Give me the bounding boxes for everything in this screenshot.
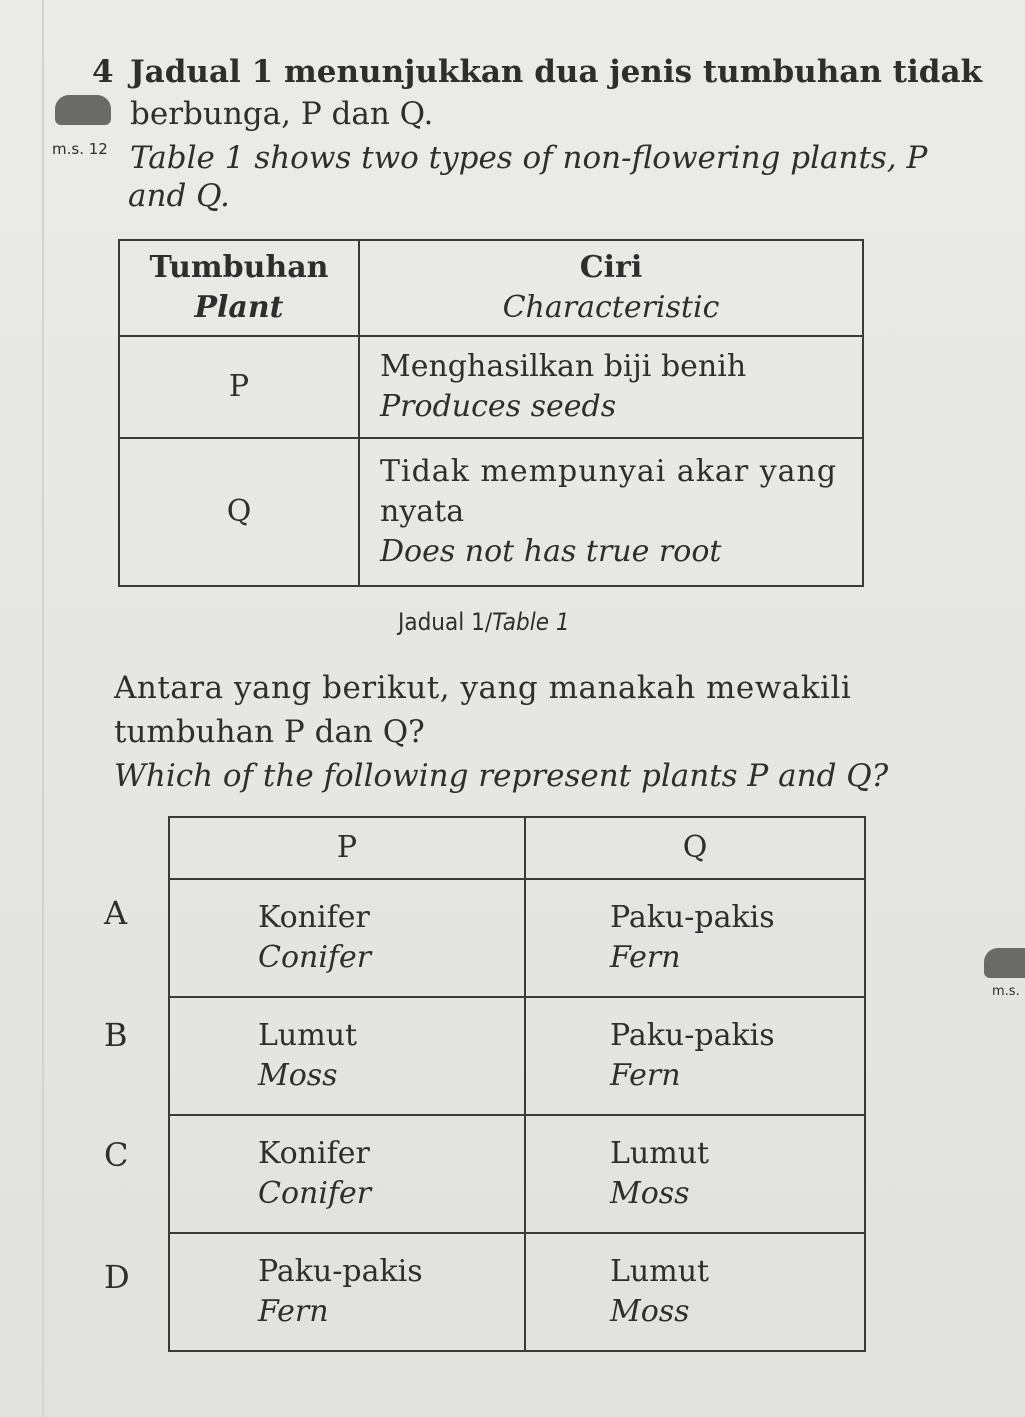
characteristic-header-cell: [359, 240, 863, 336]
page-reference-mark: m.s. 12: [52, 140, 108, 158]
options-header-p: P: [169, 817, 525, 879]
option-c-q-cell: [525, 1115, 865, 1233]
characteristic-header-english: Characteristic: [502, 290, 720, 325]
option-b-letter[interactable]: B: [104, 1016, 128, 1054]
stem-english-line-1: Table 1 shows two types of non-flowering plants, P: [130, 140, 928, 176]
options-header-row: [169, 817, 865, 879]
characteristic-malay-line-1: Tidak mempunyai akar yang: [380, 454, 838, 489]
option-row-c[interactable]: [169, 1115, 865, 1233]
option-a-p-english: Conifer: [258, 940, 372, 975]
caption-english: Table 1: [492, 608, 570, 636]
option-a-q-malay: Paku-pakis: [610, 900, 775, 935]
characteristic-header-malay: Ciri: [579, 250, 643, 285]
plant-p-characteristic: [359, 336, 863, 438]
reference-book-icon: [48, 92, 118, 128]
option-a-q-cell: [525, 879, 865, 997]
prompt-english: Which of the following represent plants P and Q?: [114, 758, 889, 794]
option-a-q-english: Fern: [610, 940, 681, 975]
options-table: [168, 816, 866, 1352]
option-c-letter[interactable]: C: [104, 1136, 129, 1174]
option-d-q-malay: Lumut: [610, 1254, 710, 1289]
question-number: 4: [92, 54, 114, 90]
reference-book-icon: [984, 948, 1025, 978]
option-b-q-cell: [525, 997, 865, 1115]
option-row-b[interactable]: [169, 997, 865, 1115]
characteristic-malay-line-2: nyata: [380, 494, 465, 529]
margin-line: [42, 0, 44, 1417]
option-c-p-malay: Konifer: [258, 1136, 370, 1171]
table-1-caption: [398, 608, 570, 636]
option-d-q-cell: [525, 1233, 865, 1351]
option-row-d[interactable]: [169, 1233, 865, 1351]
side-page-reference-mark: m.s.: [992, 984, 1020, 999]
characteristic-english: Produces seeds: [380, 389, 617, 424]
prompt-malay-line-2: tumbuhan P dan Q?: [114, 714, 425, 750]
option-d-p-malay: Paku-pakis: [258, 1254, 423, 1289]
option-c-p-cell: [169, 1115, 525, 1233]
plant-q-characteristic: [359, 438, 863, 586]
option-a-p-cell: [169, 879, 525, 997]
option-row-a[interactable]: [169, 879, 865, 997]
option-a-p-malay: Konifer: [258, 900, 370, 935]
caption-malay: Jadual 1/: [398, 608, 493, 636]
table-row: [119, 336, 863, 438]
plant-p-cell: P: [119, 336, 359, 438]
plant-q-cell: Q: [119, 438, 359, 586]
option-c-q-english: Moss: [610, 1176, 690, 1211]
option-c-q-malay: Lumut: [610, 1136, 710, 1171]
option-a-letter[interactable]: A: [104, 894, 128, 932]
plant-header-malay: Tumbuhan: [149, 250, 329, 285]
option-d-p-english: Fern: [258, 1294, 329, 1329]
option-b-p-malay: Lumut: [258, 1018, 358, 1053]
options-header-q: Q: [525, 817, 865, 879]
table-1-header-row: [119, 240, 863, 336]
table-1: [118, 239, 864, 587]
option-b-q-malay: Paku-pakis: [610, 1018, 775, 1053]
option-b-p-english: Moss: [258, 1058, 338, 1093]
option-d-q-english: Moss: [610, 1294, 690, 1329]
option-b-p-cell: [169, 997, 525, 1115]
option-b-q-english: Fern: [610, 1058, 681, 1093]
plant-header-cell: [119, 240, 359, 336]
stem-malay-line-1: Jadual 1 menunjukkan dua jenis tumbuhan tidak: [130, 54, 983, 90]
prompt-malay-line-1: Antara yang berikut, yang manakah mewakili: [114, 670, 852, 706]
characteristic-english: Does not has true root: [380, 534, 722, 569]
option-d-p-cell: [169, 1233, 525, 1351]
characteristic-malay: Menghasilkan biji benih: [380, 349, 747, 384]
option-d-letter[interactable]: D: [104, 1258, 130, 1296]
plant-header-english: Plant: [194, 290, 284, 325]
stem-english-line-2: and Q.: [128, 178, 230, 214]
option-c-p-english: Conifer: [258, 1176, 372, 1211]
stem-malay-line-2: berbunga, P dan Q.: [130, 96, 434, 132]
table-row: [119, 438, 863, 586]
